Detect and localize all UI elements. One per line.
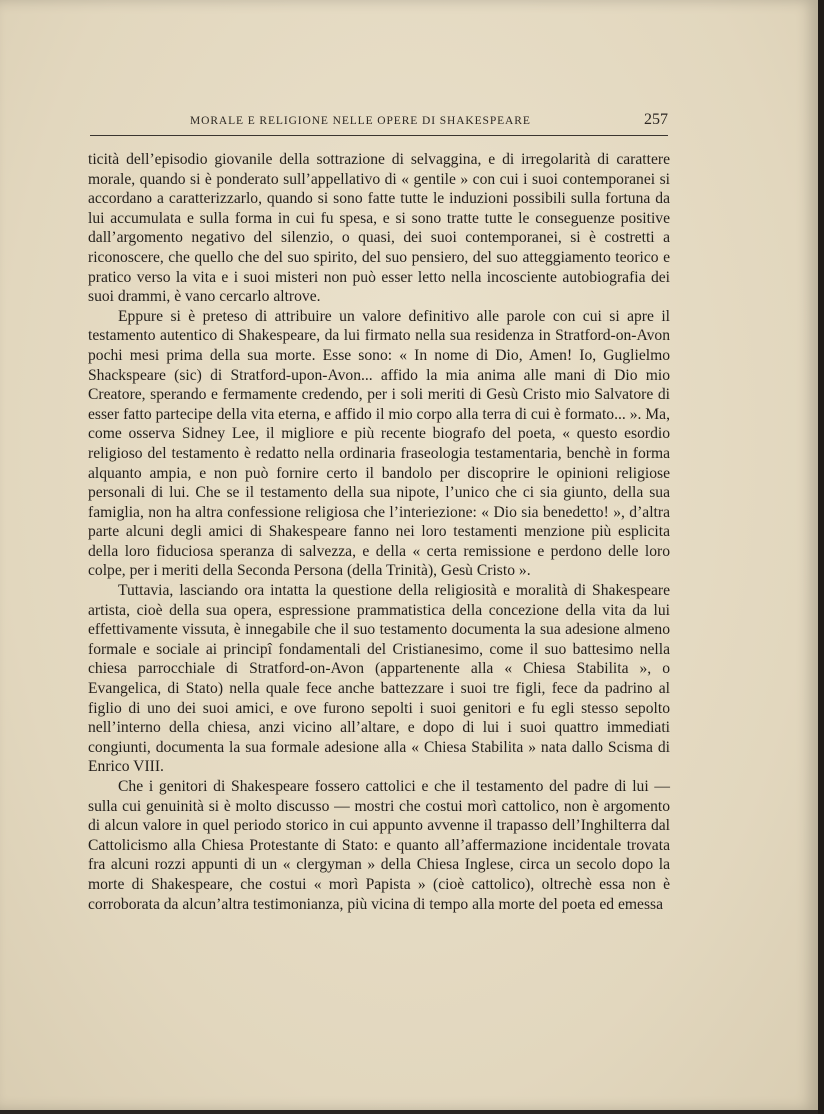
paragraph-4: Che i genitori di Shakespeare fossero cattolici e che il testamento del padre di lui — sulla cui genuinità si è molto discusso — mostri che costui morì cattolico, non è argomento di alcun valore in quel periodo storico in cui appunto avvenne il trapasso dell’Inghilterra dal Cattolicismo alla Chiesa Protestante di Stato: e quanto all’affermazione incidentale trovata fra alcuni rozzi appunti di un « clergyman » della Chiesa Inglese, circa un secolo dopo la morte di Shakespeare, che costui « morì Papista » (cioè cattolico), oltrechè essa non è corroborata da alcun’altra testimonianza, più vicina di tempo alla morte del poeta ed emessa	[88, 778, 670, 913]
running-title: MORALE E RELIGIONE NELLE OPERE DI SHAKESPEARE	[190, 115, 531, 127]
body-text	[88, 150, 670, 914]
paragraph-2: Eppure si è preteso di attribuire un valore definitivo alle parole con cui si apre il testamento autentico di Shakespeare, da lui firmato nella sua residenza in Stratford-on-Avon pochi mesi prima della sua morte. Esse sono: « In nome di Dio, Amen! Io, Guglielmo Shackspeare (sic) di Stratford-upon-Avon... affido la mia anima alle mani di Dio mio Creatore, sperando e fermamente credendo, per i soli meriti di Gesù Cristo mio Salvatore di esser fatto partecipe della vita eterna, e affido il mio corpo alla terra di cui è formato... ». Ma, come osserva Sidney Lee, il migliore e più recente biografo del poeta, « questo esordio religioso del testamento è redatto nella ordinaria fraseologia testamentaria, benchè in forma alquanto ampia, e non può fornire certo il bandolo per discoprire le opinioni religiose personali di lui. Che se il testamento della sua nipote, l’unico che ci sia giunto, della sua famiglia, non ha altra confessione religiosa che l’interiezione: « Dio sia benedetto! », d’altra parte alcuni degli amici di Shakespeare fanno nei loro testamenti menzione più esplicita della loro fiduciosa speranza di salvezza, e della « certa remissione e perdono delle loro colpe, per i meriti della Seconda Persona (della Trinità), Gesù Cristo ».	[88, 307, 670, 580]
paragraph-1: ticità dell’episodio giovanile della sottrazione di selvaggina, e di irregolarità di carattere morale, quando si è ponderato sull’appellativo di « gentile » con cui i suoi contemporanei si accordano a caratterizzarlo, quando si sono fatte tutte le induzioni possibili sulla fortuna da lui accumulata e sulla forma in cui fu spesa, e si sono tratte tutte le conseguenze positive dall’argomento negativo del silenzio, o quasi, dei suoi contemporanei, si è costretti a riconoscere, che quello che del suo spirito, del suo pensiero, del suo atteggiamento teorico e pratico verso la vita e i suoi misteri non può esser letto nella incosciente autobiografia dei suoi drammi, è vano cercarlo altrove.	[88, 151, 670, 306]
page-header	[90, 111, 668, 136]
book-spine-shadow	[818, 0, 824, 1114]
page-number: 257	[644, 111, 668, 128]
paragraph-3: Tuttavia, lasciando ora intatta la questione della religiosità e moralità di Shakespeare artista, cioè della sua opera, espressione prammatistica della concezione della vita da lui effettivamente vissuta, è innegabile che il suo testamento documenta la sua adesione almeno formale e sociale ai principî fondamentali del Cristianesimo, come il suo battesimo nella chiesa parrocchiale di Stratford-on-Avon (appartenente alla « Chiesa Stabilita », o Evangelica, di Stato) nella quale fece anche battezzare i suoi tre figli, fece da padrino al figlio di uno dei suoi amici, e ove furono sepolti i suoi genitori e fu egli stesso sepolto nell’interno della chiesa, anzi vicino all’altare, e dopo di lui i suoi quattro immediati congiunti, documenta la sua formale adesione alla « Chiesa Stabilita » nata dallo Scisma di Enrico VIII.	[88, 582, 670, 776]
